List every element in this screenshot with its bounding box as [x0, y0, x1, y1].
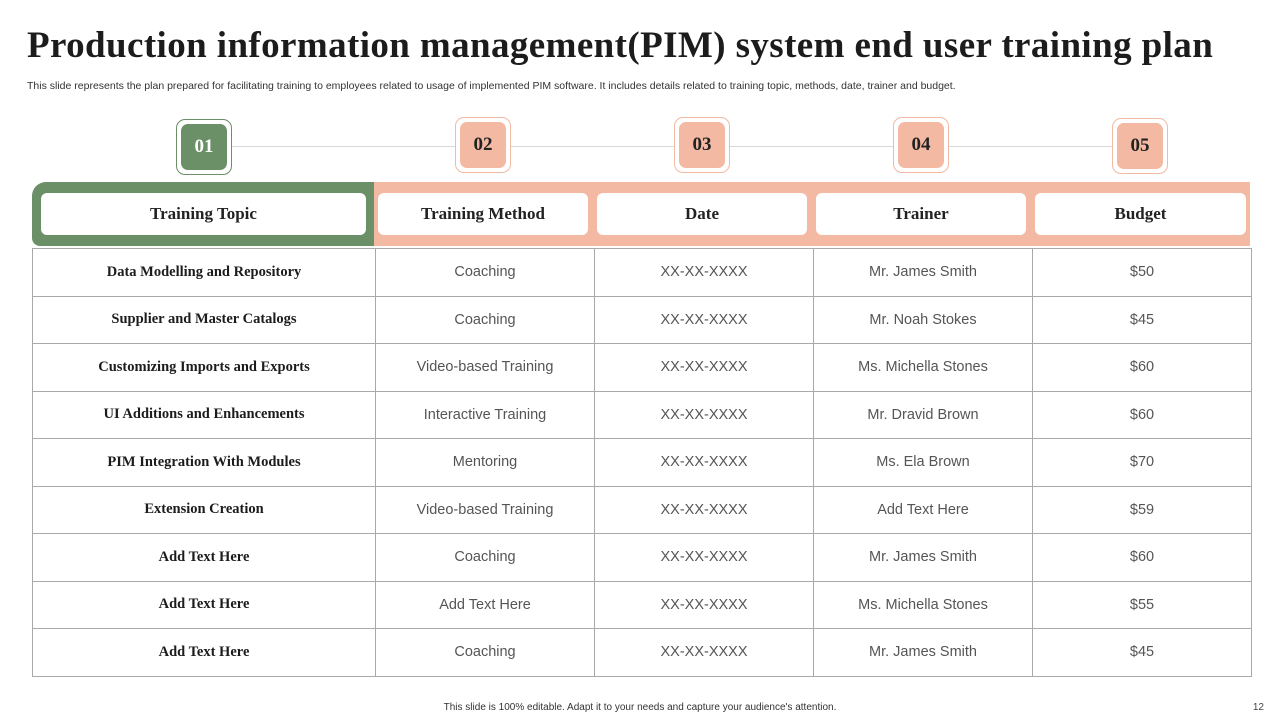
cell-method: Coaching	[376, 296, 595, 344]
cell-topic: Add Text Here	[33, 534, 376, 582]
step-number: 04	[898, 122, 944, 168]
cell-method: Video-based Training	[376, 486, 595, 534]
cell-method: Coaching	[376, 249, 595, 297]
cell-method: Coaching	[376, 629, 595, 677]
cell-budget: $45	[1033, 296, 1252, 344]
cell-budget: $70	[1033, 439, 1252, 487]
step-number: 05	[1117, 123, 1163, 169]
table-row	[33, 581, 1252, 629]
cell-date: XX-XX-XXXX	[595, 439, 814, 487]
cell-date: XX-XX-XXXX	[595, 344, 814, 392]
cell-date: XX-XX-XXXX	[595, 629, 814, 677]
cell-topic: UI Additions and Enhancements	[33, 391, 376, 439]
table-row	[33, 439, 1252, 487]
step-badge-03	[674, 117, 730, 173]
column-header-training-method: Training Method	[378, 193, 588, 235]
table-row	[33, 391, 1252, 439]
cell-trainer: Mr. James Smith	[814, 534, 1033, 582]
table-row	[33, 534, 1252, 582]
cell-trainer: Mr. James Smith	[814, 249, 1033, 297]
cell-budget: $50	[1033, 249, 1252, 297]
cell-date: XX-XX-XXXX	[595, 581, 814, 629]
cell-method: Add Text Here	[376, 581, 595, 629]
cell-budget: $55	[1033, 581, 1252, 629]
cell-topic: Supplier and Master Catalogs	[33, 296, 376, 344]
cell-trainer: Add Text Here	[814, 486, 1033, 534]
page-number: 12	[1252, 702, 1264, 713]
column-header-trainer: Trainer	[816, 193, 1026, 235]
cell-date: XX-XX-XXXX	[595, 534, 814, 582]
training-plan-table	[32, 248, 1252, 677]
cell-topic: Extension Creation	[33, 486, 376, 534]
table-row	[33, 344, 1252, 392]
cell-trainer: Mr. James Smith	[814, 629, 1033, 677]
cell-method: Mentoring	[376, 439, 595, 487]
cell-budget: $60	[1033, 534, 1252, 582]
step-number: 03	[679, 122, 725, 168]
cell-trainer: Mr. Dravid Brown	[814, 391, 1033, 439]
column-header-training-topic: Training Topic	[41, 193, 366, 235]
step-number: 01	[181, 124, 227, 170]
cell-budget: $60	[1033, 344, 1252, 392]
cell-budget: $45	[1033, 629, 1252, 677]
table-row	[33, 296, 1252, 344]
cell-topic: Add Text Here	[33, 581, 376, 629]
table-row	[33, 249, 1252, 297]
cell-topic: Add Text Here	[33, 629, 376, 677]
cell-date: XX-XX-XXXX	[595, 486, 814, 534]
cell-trainer: Mr. Noah Stokes	[814, 296, 1033, 344]
cell-trainer: Ms. Ela Brown	[814, 439, 1033, 487]
cell-budget: $59	[1033, 486, 1252, 534]
table-row	[33, 629, 1252, 677]
cell-method: Coaching	[376, 534, 595, 582]
cell-method: Video-based Training	[376, 344, 595, 392]
table-row	[33, 486, 1252, 534]
cell-budget: $60	[1033, 391, 1252, 439]
cell-topic: Customizing Imports and Exports	[33, 344, 376, 392]
step-number: 02	[460, 122, 506, 168]
column-header-budget: Budget	[1035, 193, 1246, 235]
step-badge-01	[176, 119, 232, 175]
column-header-date: Date	[597, 193, 807, 235]
cell-date: XX-XX-XXXX	[595, 249, 814, 297]
step-badge-04	[893, 117, 949, 173]
cell-date: XX-XX-XXXX	[595, 296, 814, 344]
step-badge-02	[455, 117, 511, 173]
slide-title: Production information management(PIM) system end user training plan	[27, 25, 1214, 66]
cell-topic: PIM Integration With Modules	[33, 439, 376, 487]
cell-trainer: Ms. Michella Stones	[814, 344, 1033, 392]
step-badge-05	[1112, 118, 1168, 174]
cell-topic: Data Modelling and Repository	[33, 249, 376, 297]
cell-method: Interactive Training	[376, 391, 595, 439]
cell-trainer: Ms. Michella Stones	[814, 581, 1033, 629]
cell-date: XX-XX-XXXX	[595, 391, 814, 439]
slide-footer-note: This slide is 100% editable. Adapt it to your needs and capture your audience's attention.	[443, 702, 837, 713]
slide-subtitle: This slide represents the plan prepared for facilitating training to employees related to usage of implemented PIM software. It includes details related to training topic, methods, date, trainer and budget.	[27, 80, 956, 92]
